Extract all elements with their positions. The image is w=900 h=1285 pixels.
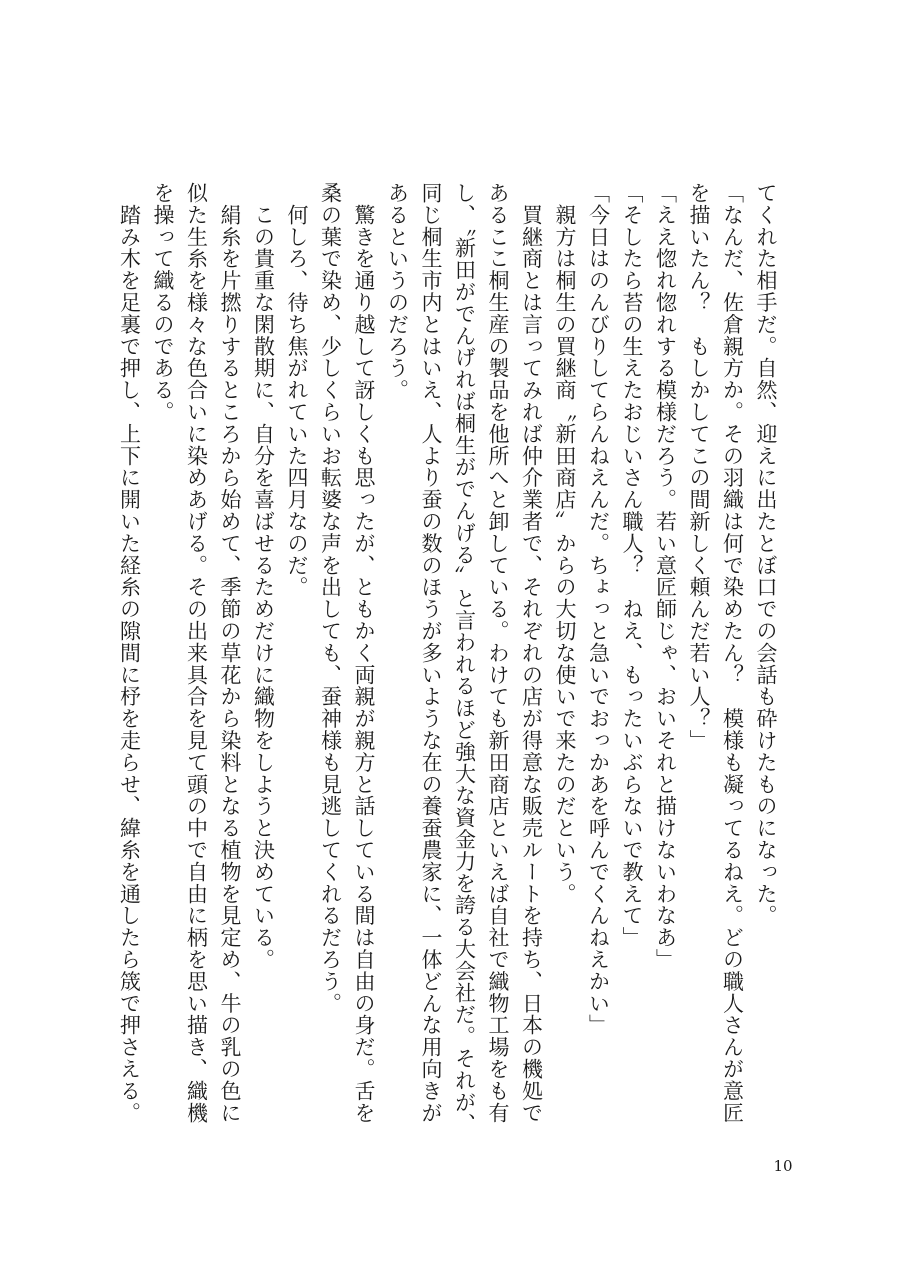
text-column: し、〝新田がでんげれば桐生がでんげる〟と言われるほど強大な資金力を誇る大会社だ。それが、 bbox=[452, 182, 477, 1136]
text-column: 似た生糸を様々な色合いに染めあげる。その出来具合を見て頭の中で自由に柄を思い描き、織機 bbox=[184, 182, 209, 1124]
text-column: 「なんだ、佐倉親方か。その羽織は何で染めたん？ 模様も凝ってるねえ。どの職人さんが意匠 bbox=[720, 182, 745, 1124]
text-column: 親方は桐生の買継商〝新田商店〟からの大切な使いで来たのだという。 bbox=[553, 182, 577, 905]
text-column: 同じ桐生市内とはいえ、人より蚕の数のほうが多いような在の養蚕農家に、一体どんな用向きが bbox=[419, 182, 443, 1124]
text-column: 「ええ惚れ惚れする模様だろう。若い意匠師じゃ、おいそれと描けないわなあ」 bbox=[653, 182, 678, 971]
text-column: 買継商とは言ってみれば仲介業者で、それぞれの店が得意な販売ルートを持ち、日本の機処で bbox=[519, 182, 544, 1124]
vertical-text-body bbox=[112, 182, 782, 1136]
text-column: てくれた相手だ。自然、迎えに出たとぼ口での会話も砕けたものになった。 bbox=[754, 182, 778, 927]
text-column: この貴重な閑散期に、自分を喜ばせるためだけに織物をしようと決めている。 bbox=[251, 182, 276, 971]
text-column: 「そしたら苔の生えたおじいさん職人？ ねえ、もったいぶらないで教えて」 bbox=[620, 182, 644, 949]
text-column: を描いたん？ もしかしてこの間新しく頼んだ若い人？」 bbox=[687, 182, 711, 752]
text-column: あるここ桐生産の製品を他所へと卸している。わけても新田商店といえば自社で織物工場をも有 bbox=[486, 182, 510, 1124]
text-column: 絹糸を片撚りするところから始めて、季節の草花から染料となる植物を見定め、牛の乳の色に bbox=[218, 182, 242, 1124]
text-column: あるというのだろう。 bbox=[385, 182, 410, 401]
text-column: 踏み木を足裏で押し、上下に開いた経糸の隙間に杼を走らせ、緯糸を通したら筬で押さえる。 bbox=[117, 182, 142, 1124]
text-column: 何しろ、待ち焦がれていた四月なのだ。 bbox=[285, 182, 309, 599]
text-column: を操って織るのである。 bbox=[151, 182, 175, 423]
page-number: 10 bbox=[773, 1157, 793, 1175]
text-column: 驚きを通り越して訝しくも思ったが、ともかく両親が親方と話している間は自由の身だ。舌を bbox=[352, 182, 376, 1124]
text-column: 「今日はのんびりしてらんねえんだ。ちょっと急いでおっかあを呼んでくんねえかい」 bbox=[586, 182, 611, 1037]
text-column: 桑の葉で染め、少しくらいお転婆な声を出しても、蚕神様も見逃してくれるだろう。 bbox=[318, 182, 343, 1015]
